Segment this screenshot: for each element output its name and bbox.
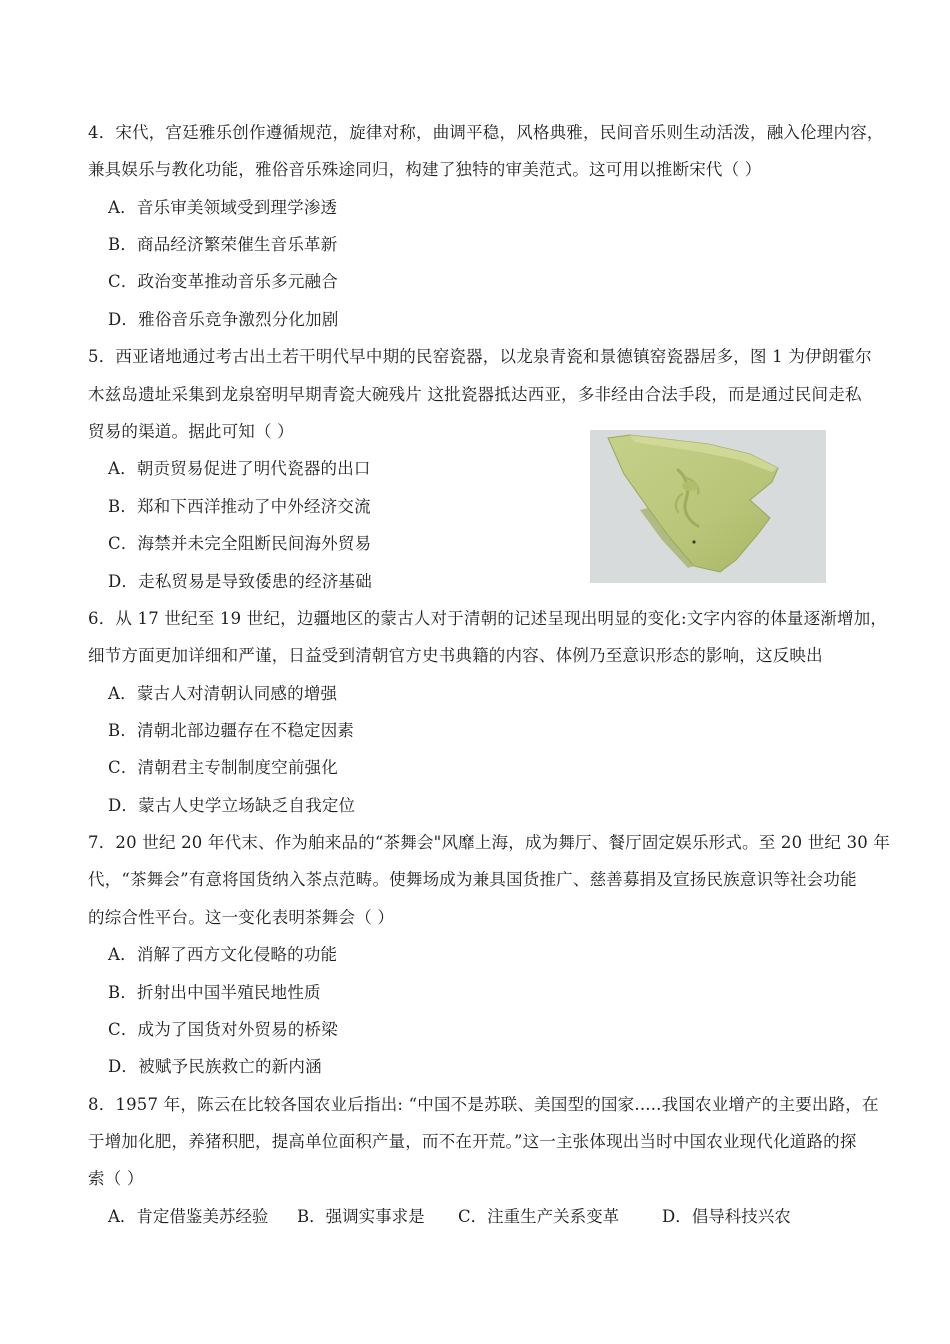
q6-option-a: A．蒙古人对清朝认同感的增强	[108, 684, 338, 703]
q8-stem-line-3: 索（ ）	[88, 1169, 144, 1188]
q4-option-b: B．商品经济繁荣催生音乐革新	[108, 235, 338, 254]
q6-stem-line-2: 细节方面更加详细和严谨，日益受到清朝官方史书典籍的内容、体例乃至意识形态的影响，这反映出	[88, 646, 823, 665]
q6-option-b: B．清朝北部边疆存在不稳定因素	[108, 721, 355, 740]
q6-option-c: C．清朝君主专制制度空前强化	[108, 758, 338, 777]
q5-stem-line-1: 5．西亚诸地通过考古出土若干明代早中期的民窑瓷器，以龙泉青瓷和景德镇窑瓷器居多，图 1 为伊朗霍尔	[88, 347, 872, 366]
q5-option-b: B．郑和下西洋推动了中外经济交流	[108, 497, 371, 516]
q8-option-a: A．肯定借鉴美苏经验	[108, 1207, 269, 1226]
q5-option-d: D．走私贸易是导致倭患的经济基础	[108, 572, 372, 591]
q8-option-b: B．强调实事求是	[297, 1207, 425, 1226]
q7-stem-line-2: 代，“茶舞会”有意将国货纳入茶点范畴。使舞场成为兼具国货推广、慈善募捐及宣扬民族意识等社会功能	[88, 870, 857, 889]
q8-option-d: D．倡导科技兴农	[662, 1207, 791, 1226]
q7-option-d: D．被赋予民族救亡的新内涵	[108, 1057, 322, 1076]
q4-stem-line-2: 兼具娱乐与教化功能，雅俗音乐殊途同归，构建了独特的审美范式。这可用以推断宋代（ ）	[88, 160, 762, 179]
q5-stem-line-3: 贸易的渠道。据此可知（ ）	[88, 422, 294, 441]
q6-option-d: D．蒙古人史学立场缺乏自我定位	[108, 796, 356, 815]
q4-option-d: D．雅俗音乐竞争激烈分化加剧	[108, 310, 339, 329]
celadon-shard-image	[590, 430, 826, 583]
q7-stem-line-1: 7．20 世纪 20 年代末、作为舶来品的“茶舞会"风靡上海，成为舞厅、餐厅固定娱乐形式。至 20 世纪 30 年	[88, 833, 891, 852]
q7-option-c: C．成为了国货对外贸易的桥梁	[108, 1020, 338, 1039]
q4-stem-line-1: 4．宋代，宫廷雅乐创作遵循规范，旋律对称，曲调平稳，风格典雅，民间音乐则生动活泼，融入伦理内容，	[88, 123, 884, 142]
q7-option-a: A．消解了西方文化侵略的功能	[108, 945, 338, 964]
q6-stem-line-1: 6．从 17 世纪至 19 世纪，边疆地区的蒙古人对于清朝的记述呈现出明显的变化:文字内容的体量逐渐增加，	[88, 609, 888, 628]
q4-option-c: C．政治变革推动音乐多元融合	[108, 272, 338, 291]
q8-stem-line-2: 于增加化肥，养猪积肥，提高单位面积产量，而不在开荒。”这一主张体现出当时中国农业现代化道路的探	[88, 1132, 857, 1151]
q5-option-c: C．海禁并未完全阻断民间海外贸易	[108, 534, 372, 553]
q7-option-b: B．折射出中国半殖民地性质	[108, 983, 321, 1002]
q4-option-a: A．音乐审美领域受到理学渗透	[108, 198, 338, 217]
celadon-shard-figure	[590, 430, 826, 583]
q8-option-c: C．注重生产关系变革	[458, 1207, 620, 1226]
q7-stem-line-3: 的综合性平台。这一变化表明茶舞会（ ）	[88, 908, 395, 927]
q5-stem-line-2: 木兹岛遗址采集到龙泉窑明早期青瓷大碗残片 这批瓷器抵达西亚，多非经由合法手段，而是通过民间走私	[88, 385, 862, 404]
q8-stem-line-1: 8．1957 年，陈云在比较各国农业后指出: “中国不是苏联、美国型的国家.....我国农业增产的主要出路，在	[88, 1095, 879, 1114]
q5-option-a: A．朝贡贸易促进了明代瓷器的出口	[108, 459, 371, 478]
